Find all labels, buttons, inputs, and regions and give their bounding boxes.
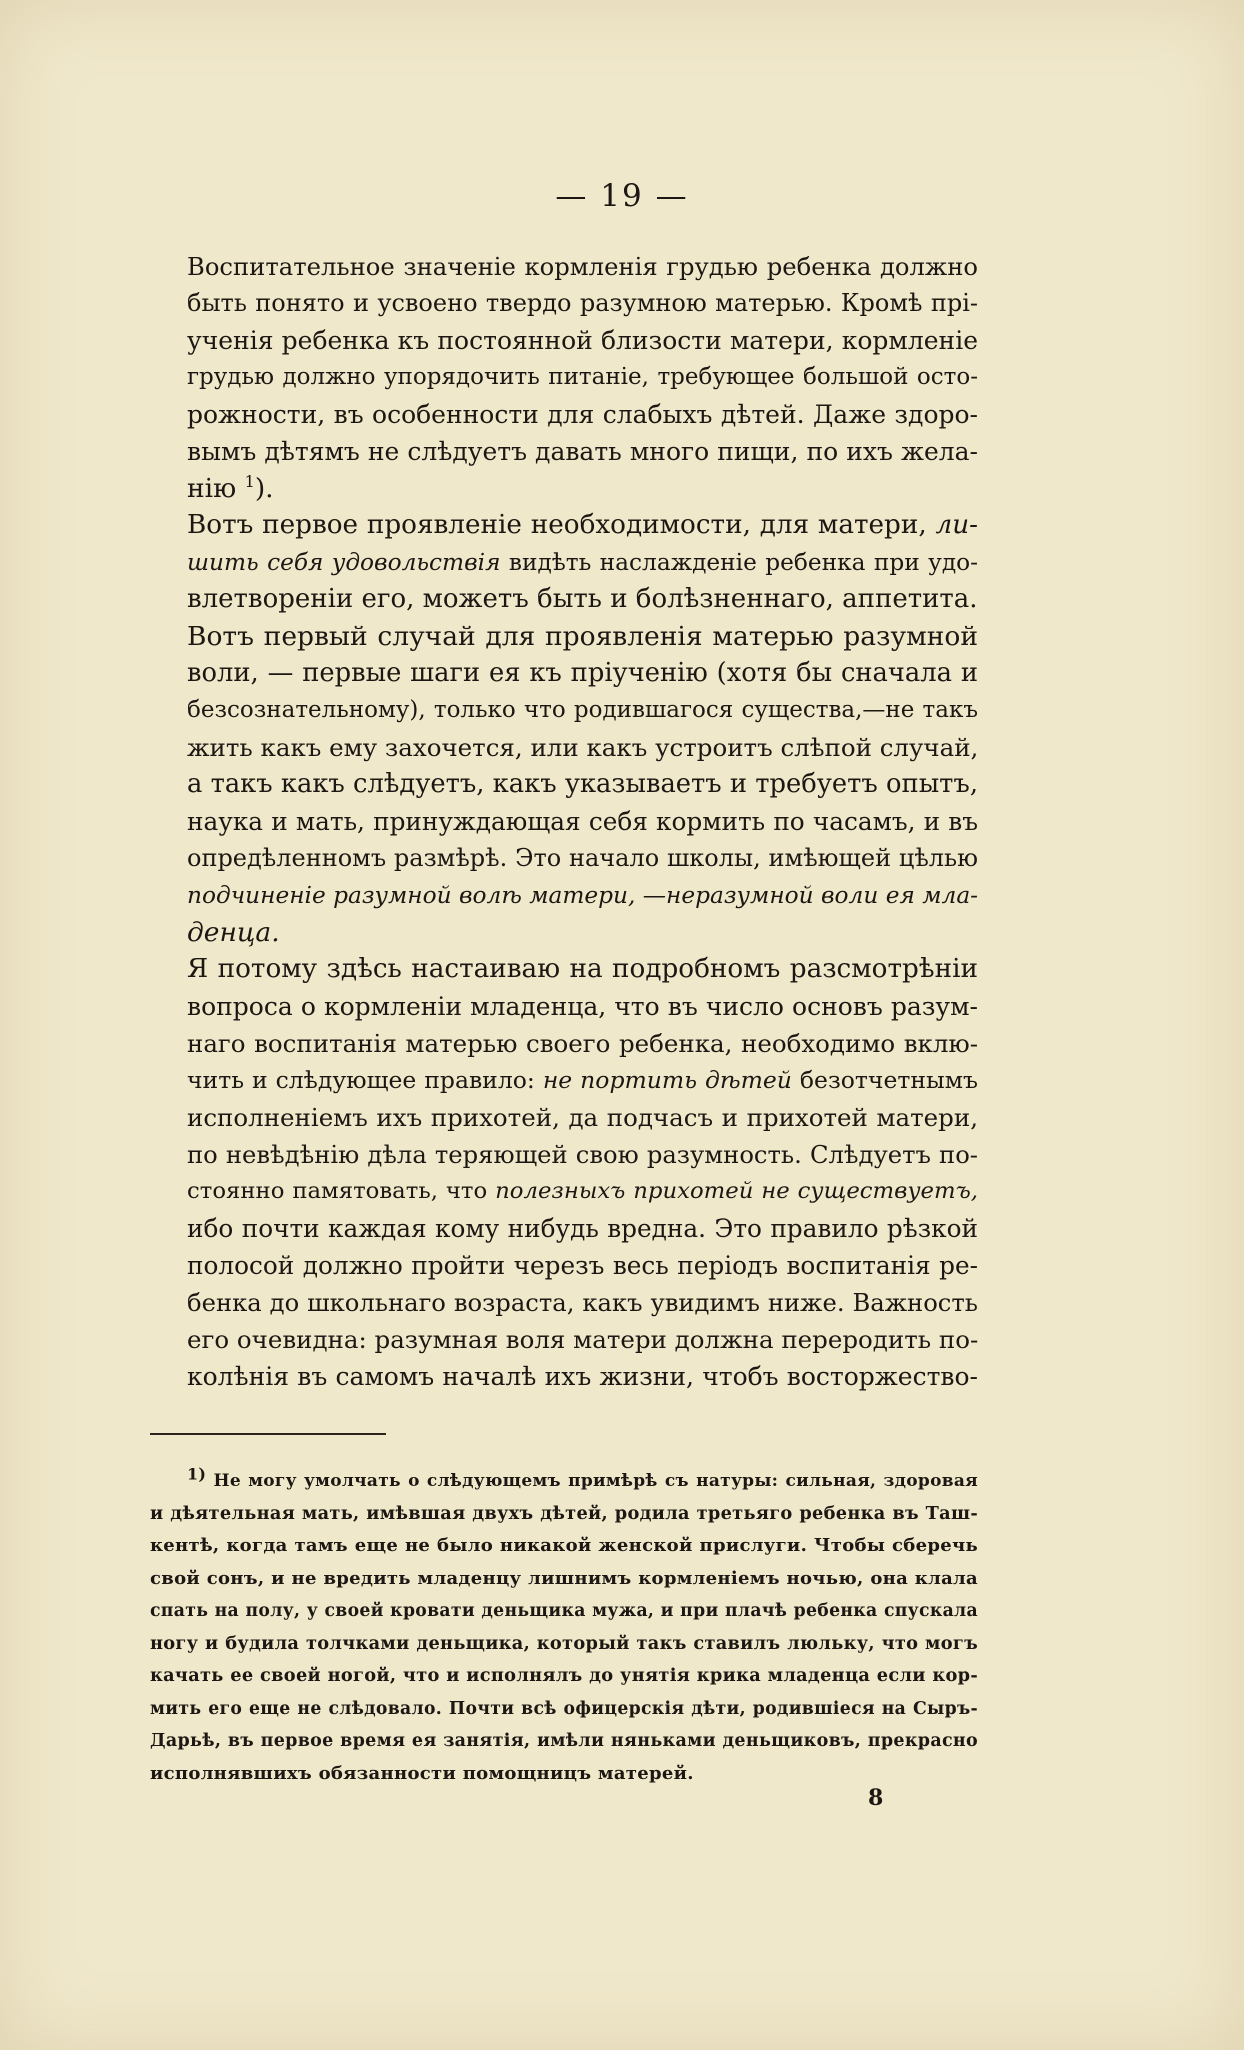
italic-text: ли-	[935, 510, 978, 540]
text-line: безсознательному), только что родившагося существа,—не такъ	[187, 697, 978, 723]
text-line	[150, 914, 978, 951]
text-fragment: ).	[254, 473, 274, 504]
paragraph-2	[150, 507, 978, 618]
italic-text: шить себя удовольствія	[187, 549, 501, 576]
text-line: быть понято и усвоено твердо разумною матерью. Кромѣ прі-	[187, 289, 978, 317]
footnote-marker: 1)	[187, 1464, 207, 1484]
text-line: Я потому здѣсь настаиваю на подробномъ разсмотрѣніи	[187, 954, 978, 984]
text-line: его очевидна: разумная воля матери должна переродить по-	[187, 1325, 979, 1354]
footnote-line	[150, 1465, 978, 1498]
text-line: грудью должно упорядочить питаніе, требующее большой осто-	[187, 364, 978, 390]
text-line: влетвореніи его, можетъ быть и болѣзненнаго, аппетита.	[187, 584, 978, 614]
text-line: воли, — первые шаги ея къ пріученію (хотя бы сначала и	[187, 658, 978, 688]
italic-text: полезныхъ прихотей не существуетъ,	[495, 1178, 978, 1204]
text-line: вымъ дѣтямъ не слѣдуетъ давать много пищи, по ихъ жела-	[187, 437, 978, 466]
text-line: Воспитательное значеніе кормленія грудью ребенка должно	[187, 252, 978, 281]
text-fragment: чить и слѣдующее правило:	[187, 1066, 535, 1094]
text-fragment: видѣть наслажденіе ребенка при удо-	[508, 549, 978, 576]
footnote-divider	[150, 1433, 386, 1435]
main-text	[150, 248, 978, 1395]
footnote-line: свой сонъ, и не вредить младенцу лишнимъ кормленіемъ ночью, она клала	[150, 1567, 978, 1589]
text-line: ибо почти каждая кому нибудь вредна. Это правило рѣзкой	[187, 1214, 978, 1243]
text-line: вопроса о кормленіи младенца, что въ число основъ разум-	[187, 992, 978, 1021]
italic-text: денца.	[187, 917, 280, 948]
text-line	[150, 544, 978, 581]
paragraph-4	[150, 951, 978, 1395]
text-fragment: Не могу умолчать о слѣдующемъ примѣрѣ съ натуры: сильная, здоровая	[213, 1471, 978, 1491]
text-line: исполненіемъ ихъ прихотей, да подчасъ и прихотей матери,	[187, 1103, 978, 1132]
text-line	[150, 470, 978, 507]
text-line: полосой должно пройти черезъ весь періодъ воспитанія ре-	[187, 1251, 978, 1280]
footnote-line: исполнявшихъ обязанности помощницъ матерей.	[150, 1762, 694, 1784]
text-fragment: Вотъ первое проявленіе необходимости, для матери,	[187, 510, 927, 540]
footnote-line: качать ее своей ногой, что и исполнялъ до унятія крика младенца если кор-	[150, 1665, 978, 1686]
signature-mark: 8	[868, 1785, 884, 1811]
text-fragment: стоянно памятовать, что	[187, 1178, 488, 1204]
italic-text: не портить дѣтей	[542, 1066, 792, 1094]
text-line: Вотъ первый случай для проявленія матерью разумной	[187, 621, 978, 652]
text-line: жить какъ ему захочется, или какъ устроитъ слѣпой случай,	[187, 733, 979, 762]
text-line: по невѣдѣнію дѣла теряющей свою разумность. Слѣдуетъ по-	[187, 1140, 978, 1169]
footnote-line: спать на полу, у своей кровати деньщика мужа, и при плачѣ ребенка спускала	[150, 1601, 978, 1621]
footnote-line: мить его еще не слѣдовало. Почти всѣ офицерскія дѣти, родившіеся на Сыръ-	[150, 1698, 978, 1719]
text-line: колѣнія въ самомъ началѣ ихъ жизни, чтобъ восторжество-	[187, 1362, 978, 1391]
paragraph-1	[150, 248, 978, 507]
text-line: ученія ребенка къ постоянной близости матери, кормленіе	[187, 326, 978, 355]
paragraph-3	[150, 618, 978, 951]
text-line	[150, 1062, 978, 1099]
text-line: опредѣленномъ размѣрѣ. Это начало школы, имѣющей цѣлью	[187, 844, 978, 872]
text-line: наука и мать, принуждающая себя кормить по часамъ, и въ	[187, 807, 978, 836]
text-line	[150, 507, 978, 544]
text-line: бенка до школьнаго возраста, какъ увидимъ ниже. Важность	[187, 1288, 978, 1317]
text-line	[150, 877, 978, 914]
text-line	[150, 1173, 978, 1210]
footnote-reference: 1	[244, 472, 255, 492]
text-line: рожности, въ особенности для слабыхъ дѣтей. Даже здоро-	[187, 400, 978, 429]
text-line: наго воспитанія матерью своего ребенка, необходимо вклю-	[187, 1029, 978, 1058]
footnote-line: ногу и будила толчками деньщика, который такъ ставилъ люльку, что могъ	[150, 1632, 978, 1654]
text-fragment: нію	[187, 473, 237, 504]
footnote	[150, 1465, 978, 1790]
text-fragment: безотчетнымъ	[799, 1066, 978, 1094]
footnote-line: кентѣ, когда тамъ еще не было никакой женской прислуги. Чтобы сберечь	[150, 1535, 978, 1556]
italic-text: подчиненіе разумной волѣ матери, —неразумной воли ея мла-	[187, 882, 979, 909]
text-line: а такъ какъ слѣдуетъ, какъ указываетъ и требуетъ опытъ,	[187, 769, 978, 799]
footnote-line: Дарьѣ, въ первое время ея занятія, имѣли няньками деньщиковъ, прекрасно	[150, 1731, 978, 1751]
page-number: — 19 —	[555, 178, 689, 214]
footnote-line: и дѣятельная мать, имѣвшая двухъ дѣтей, родила третьяго ребенка въ Таш-	[150, 1502, 978, 1524]
